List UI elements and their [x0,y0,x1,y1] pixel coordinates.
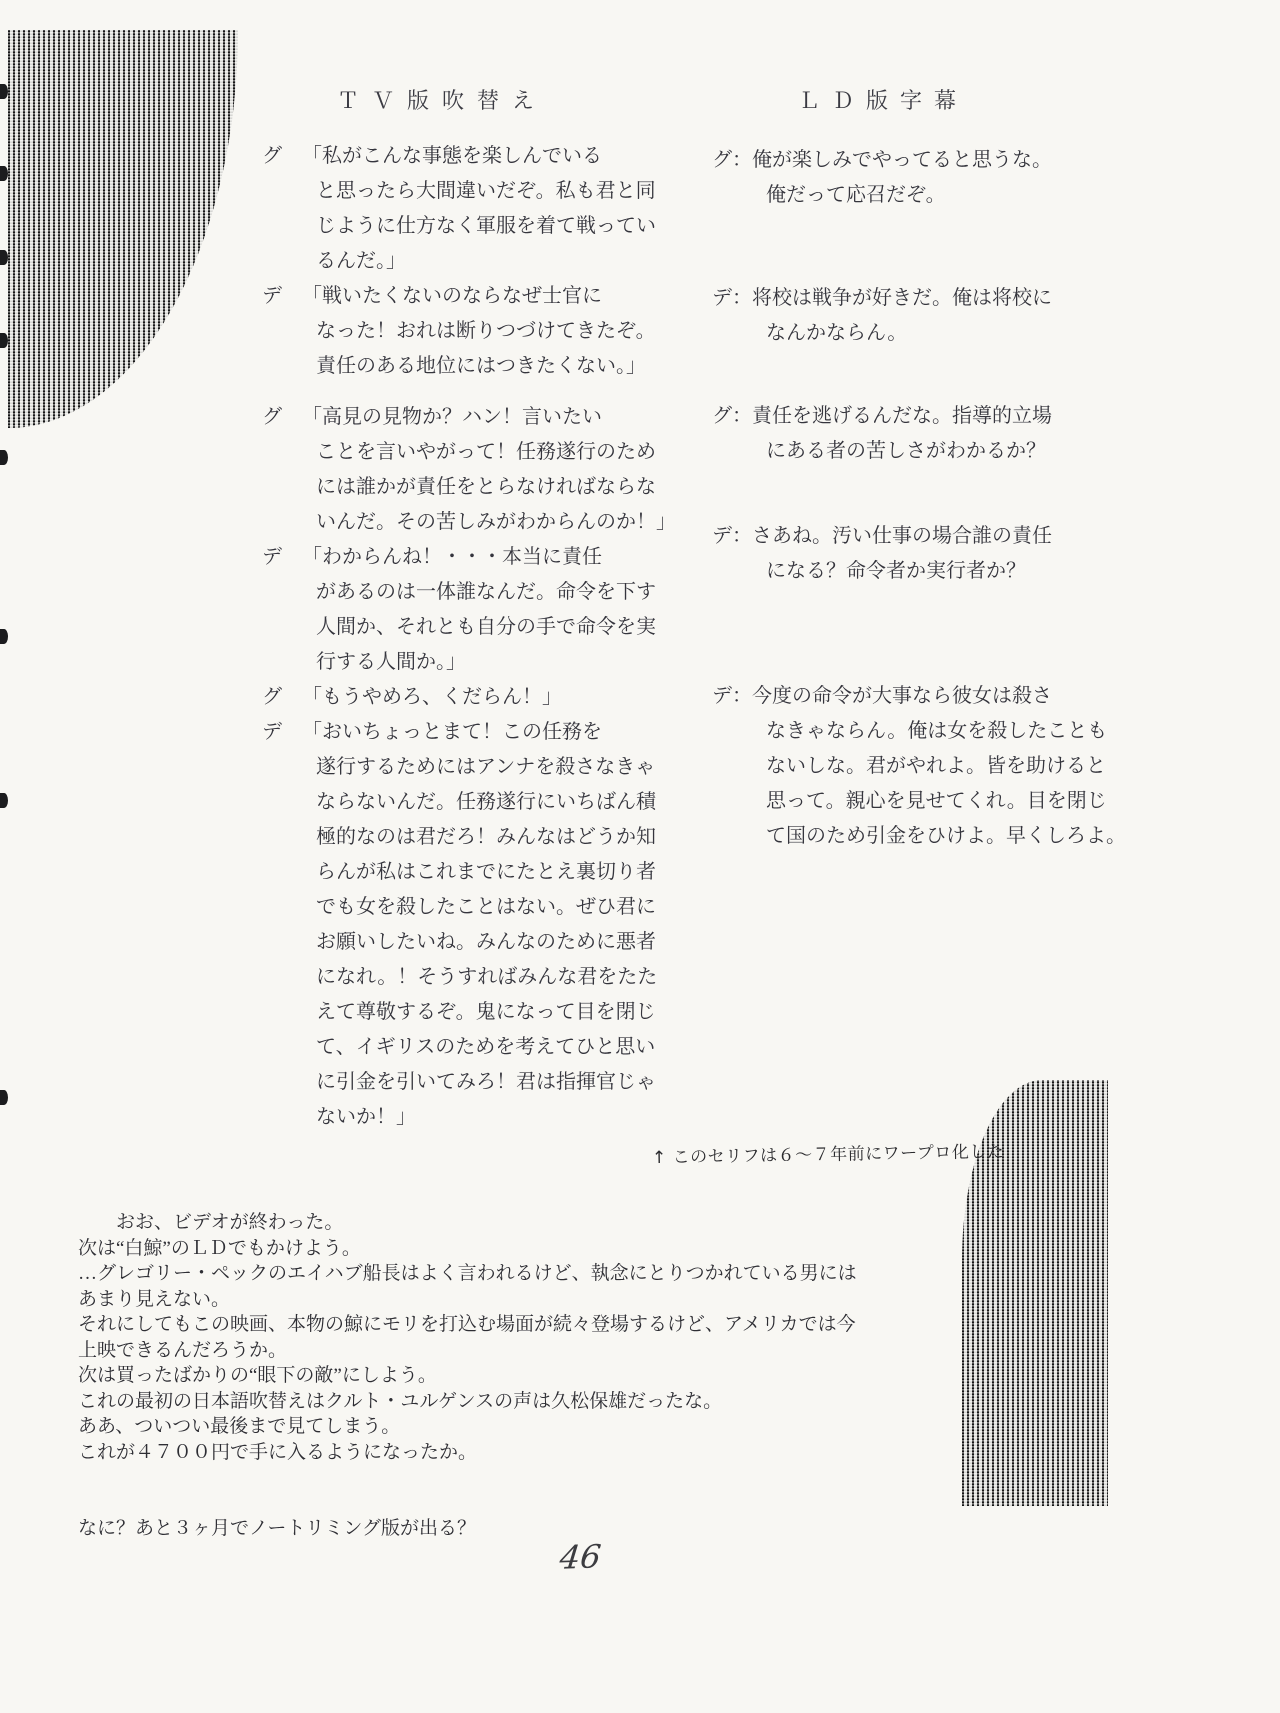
dialogue-line: 「わからんね！・・・本当に責任 [302,546,602,568]
speaker-label: デ [262,721,282,743]
dialogue-text [752,679,1126,854]
dialogue-entry [262,680,667,715]
dialogue-line: 人間か、それとも自分の手で命令を実 [316,616,656,638]
dialogue-line: と思ったら大間違いだぞ。私も君と同 [316,180,656,202]
dialogue-text [302,680,667,715]
dialogue-line: になれ。！そうすればみんな君をたた [316,966,658,988]
dialogue-entry [712,519,1052,589]
dialogue-text [302,139,667,279]
column-header-tv-dub: ＴＶ版吹替え [337,88,548,113]
dialogue-entry [262,279,667,384]
commentary-blank-line [78,1491,978,1517]
dialogue-line: 行する人間か。」 [316,651,466,673]
dialogue-line: 思って。親心を見せてくれ。目を閉じ [766,790,1107,812]
dialogue-entry [712,399,1052,469]
dialogue-entry [262,540,667,680]
dialogue-line: ないか！」 [316,1106,416,1128]
dialogue-line: に引金を引いてみろ！君は指揮官じゃ [316,1071,656,1093]
dialogue-entry [262,715,667,1135]
page-number: 46 [557,1537,603,1577]
speaker-label: グ [262,145,282,167]
speaker-label: デ： [712,525,752,547]
dialogue-line: には誰かが責任をとらなければならな [316,476,656,498]
scan-mark [0,84,8,99]
handwritten-note: ↑ このセリフは６〜７年前にワープロ化した [651,1141,1005,1169]
dialogue-line: て国のため引金をひけよ。早くしろよ。 [766,825,1126,847]
dialogue-line: ないしな。君がやれよ。皆を助けると [766,755,1106,777]
scan-mark [0,1090,8,1105]
dialogue-entry [712,679,1126,854]
commentary-line: なに？あと３ヶ月でノートリミング版が出る？ [78,1518,477,1539]
dialogue-line: なった！おれは断りつづけてきたぞ。 [316,320,656,342]
commentary-line: …グレゴリー・ペックのエイハブ船長はよく言われるけど、執念にとりつかれている男には [78,1263,857,1284]
dialogue-text [302,540,667,680]
dialogue-line: いんだ。その苦しみがわからんのか！」 [316,511,676,533]
speaker-label: グ： [712,149,752,171]
dialogue-line: 責任のある地位にはつきたくない。」 [316,355,646,377]
halftone-corner-top-left [8,30,238,428]
dialogue-line: ならないんだ。任務遂行にいちばん積 [316,791,656,813]
scan-mark [0,166,8,181]
dialogue-line: 「高見の見物か？ハン！言いたい [302,406,602,428]
dialogue-line: えて尊敬するぞ。鬼になって目を閉じ [316,1001,656,1023]
dialogue-line: ことを言いやがって！任務遂行のため [316,441,656,463]
dialogue-line: 責任を逃げるんだな。指導的立場 [752,405,1052,427]
commentary-line: 次は買ったばかりの“眼下の敵”にしよう。 [78,1365,437,1386]
dialogue-line: なんかならん。 [766,322,908,344]
dialogue-line: 「おいちょっとまて！この任務を [302,721,602,743]
dialogue-line: 遂行するためにはアンナを殺さなきゃ [316,756,656,778]
dialogue-text [752,399,1052,469]
dialogue-line: にある者の苦しさがわかるか？ [766,440,1046,462]
speaker-label: デ： [712,287,752,309]
dialogue-entry [262,139,667,279]
scan-mark [0,333,8,348]
dialogue-line: 俺だって応召だぞ。 [766,184,946,206]
dialogue-line: さあね。汚い仕事の場合誰の責任 [752,525,1052,547]
dialogue-line: 今度の命令が大事なら彼女は殺さ [752,685,1052,707]
scan-mark [0,250,8,265]
dialogue-line: でも女を殺したことはない。ぜひ君に [316,896,656,918]
dialogue-line: 極的なのは君だろ！みんなはどうか知 [316,826,656,848]
speaker-label: グ： [712,405,752,427]
dialogue-line: 俺が楽しみでやってると思うな。 [752,149,1052,171]
speaker-label: グ [262,406,282,428]
dialogue-entry [262,400,676,540]
dialogue-line: になる？命令者か実行者か？ [766,560,1026,582]
speaker-label: デ [262,285,282,307]
dialogue-line: 「もうやめろ、くだらん！」 [302,686,562,708]
commentary-line: おお、ビデオが終わった。 [78,1212,344,1233]
speaker-label: デ： [712,685,752,707]
commentary-line: これが４７００円で手に入るようになったか。 [78,1441,478,1463]
dialogue-line: があるのは一体誰なんだ。命令を下す [316,581,656,603]
dialogue-line: じように仕方なく軍服を着て戦ってい [316,215,656,237]
dialogue-line: なきゃならん。俺は女を殺したことも [766,720,1108,742]
column-header-ld-subtitles: ＬＤ版字幕 [798,88,969,113]
dialogue-line: らんが私はこれまでにたとえ裏切り者 [316,861,656,883]
dialogue-text [302,279,667,384]
commentary-line: これの最初の日本語吹替えはクルト・ユルゲンスの声は久松保雄だったな。 [78,1390,723,1412]
commentary-line: あまり見えない。 [78,1288,231,1310]
commentary-line: ああ、ついつい最後まで見てしまう。 [78,1416,401,1437]
commentary-line: それにしてもこの映画、本物の鯨にモリを打込む場面が続々登場するけど、アメリカでは今 [78,1314,856,1335]
dialogue-line: 「私がこんな事態を楽しんでいる [302,145,602,167]
speaker-label: グ [262,686,282,708]
commentary-line: 上映できるんだろうか。 [78,1339,288,1361]
commentary-blank-line [78,1465,978,1491]
dialogue-entry [712,281,1052,351]
commentary-block [78,1210,978,1542]
scan-mark [0,629,8,644]
commentary-line: 次は“白鯨”のＬＤでもかけよう。 [78,1237,361,1259]
dialogue-line: るんだ。」 [316,250,406,272]
dialogue-line: 将校は戦争が好きだ。俺は将校に [752,287,1052,309]
scan-mark [0,450,8,465]
dialogue-line: て、イギリスのためを考えてひと思い [316,1036,656,1058]
dialogue-line: 「戦いたくないのならなぜ士官に [302,285,602,307]
dialogue-text [302,400,676,540]
dialogue-column-tv-dub [262,139,676,1135]
dialogue-text [752,281,1052,351]
dialogue-text [752,519,1052,589]
dialogue-entry [712,143,1052,213]
dialogue-text [752,143,1052,213]
speaker-label: デ [262,546,282,568]
scan-mark [0,793,8,808]
dialogue-text [302,715,667,1135]
dialogue-line: お願いしたいね。みんなのために悪者 [316,931,656,953]
